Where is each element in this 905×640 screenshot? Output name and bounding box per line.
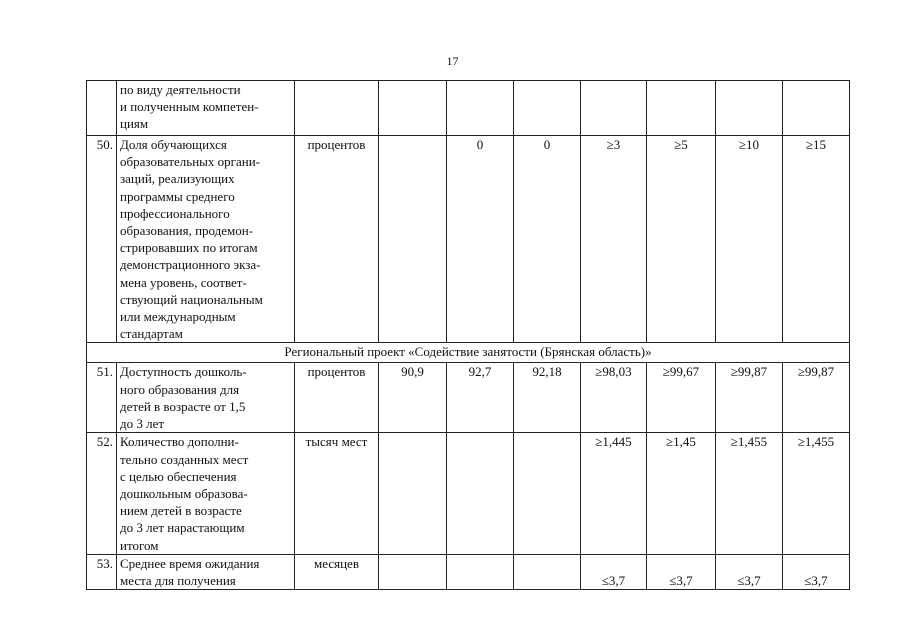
indicator-name: Количество дополни- тельно созданных мест с целью обеспечения дошкольным образова- нием детей в возрасте до 3 лет нарастающим итогом <box>117 433 295 554</box>
row-number: 51. <box>87 363 117 433</box>
table-row <box>87 81 850 136</box>
value-cell: ≥1,45 <box>647 433 716 554</box>
value-cell: 90,9 <box>379 363 447 433</box>
value-cell <box>581 81 647 136</box>
table-row <box>87 433 850 554</box>
value-cell: ≥99,87 <box>716 363 783 433</box>
value-cell: ≥10 <box>716 136 783 343</box>
value-cell <box>514 554 581 589</box>
row-number: 52. <box>87 433 117 554</box>
section-row <box>87 343 850 363</box>
value-cell: ≥99,87 <box>783 363 850 433</box>
value-cell: ≤3,7 <box>716 554 783 589</box>
unit-cell: месяцев <box>295 554 379 589</box>
value-cell: 92,7 <box>447 363 514 433</box>
row-number: 53. <box>87 554 117 589</box>
indicator-name: Доля обучающихся образовательных органи- заций, реализующих программы среднего профессионального образования, продемон- стрировавших по итогам демонстрационного экза- мена уровень, соответ- ствующий национальным или международным стандартам <box>117 136 295 343</box>
table-row <box>87 136 850 343</box>
value-cell: 0 <box>514 136 581 343</box>
unit-cell: процентов <box>295 136 379 343</box>
value-cell <box>379 136 447 343</box>
row-number: 50. <box>87 136 117 343</box>
unit-cell <box>295 81 379 136</box>
row-number <box>87 81 117 136</box>
value-cell: ≥5 <box>647 136 716 343</box>
value-cell: 0 <box>447 136 514 343</box>
value-cell <box>716 81 783 136</box>
value-cell: ≥1,445 <box>581 433 647 554</box>
value-cell: ≥1,455 <box>783 433 850 554</box>
indicator-name: Среднее время ожидания места для получения <box>117 554 295 589</box>
value-cell: ≥3 <box>581 136 647 343</box>
value-cell <box>447 81 514 136</box>
table-row <box>87 363 850 433</box>
value-cell <box>647 81 716 136</box>
table-row <box>87 554 850 589</box>
unit-cell: процентов <box>295 363 379 433</box>
value-cell <box>447 433 514 554</box>
unit-cell: тысяч мест <box>295 433 379 554</box>
value-cell <box>514 81 581 136</box>
value-cell: 92,18 <box>514 363 581 433</box>
value-cell: ≤3,7 <box>647 554 716 589</box>
indicators-table <box>86 80 850 590</box>
value-cell <box>379 433 447 554</box>
value-cell <box>783 81 850 136</box>
value-cell <box>447 554 514 589</box>
section-title: Региональный проект «Содействие занятости (Брянская область)» <box>87 343 850 363</box>
indicator-name: по виду деятельности и полученным компетен- циям <box>117 81 295 136</box>
value-cell: ≤3,7 <box>581 554 647 589</box>
value-cell: ≥98,03 <box>581 363 647 433</box>
value-cell: ≤3,7 <box>783 554 850 589</box>
indicator-name: Доступность дошколь- ного образования для детей в возрасте от 1,5 до 3 лет <box>117 363 295 433</box>
page-number: 17 <box>446 54 459 68</box>
value-cell: ≥1,455 <box>716 433 783 554</box>
value-cell <box>379 554 447 589</box>
value-cell: ≥15 <box>783 136 850 343</box>
value-cell <box>379 81 447 136</box>
value-cell: ≥99,67 <box>647 363 716 433</box>
value-cell <box>514 433 581 554</box>
